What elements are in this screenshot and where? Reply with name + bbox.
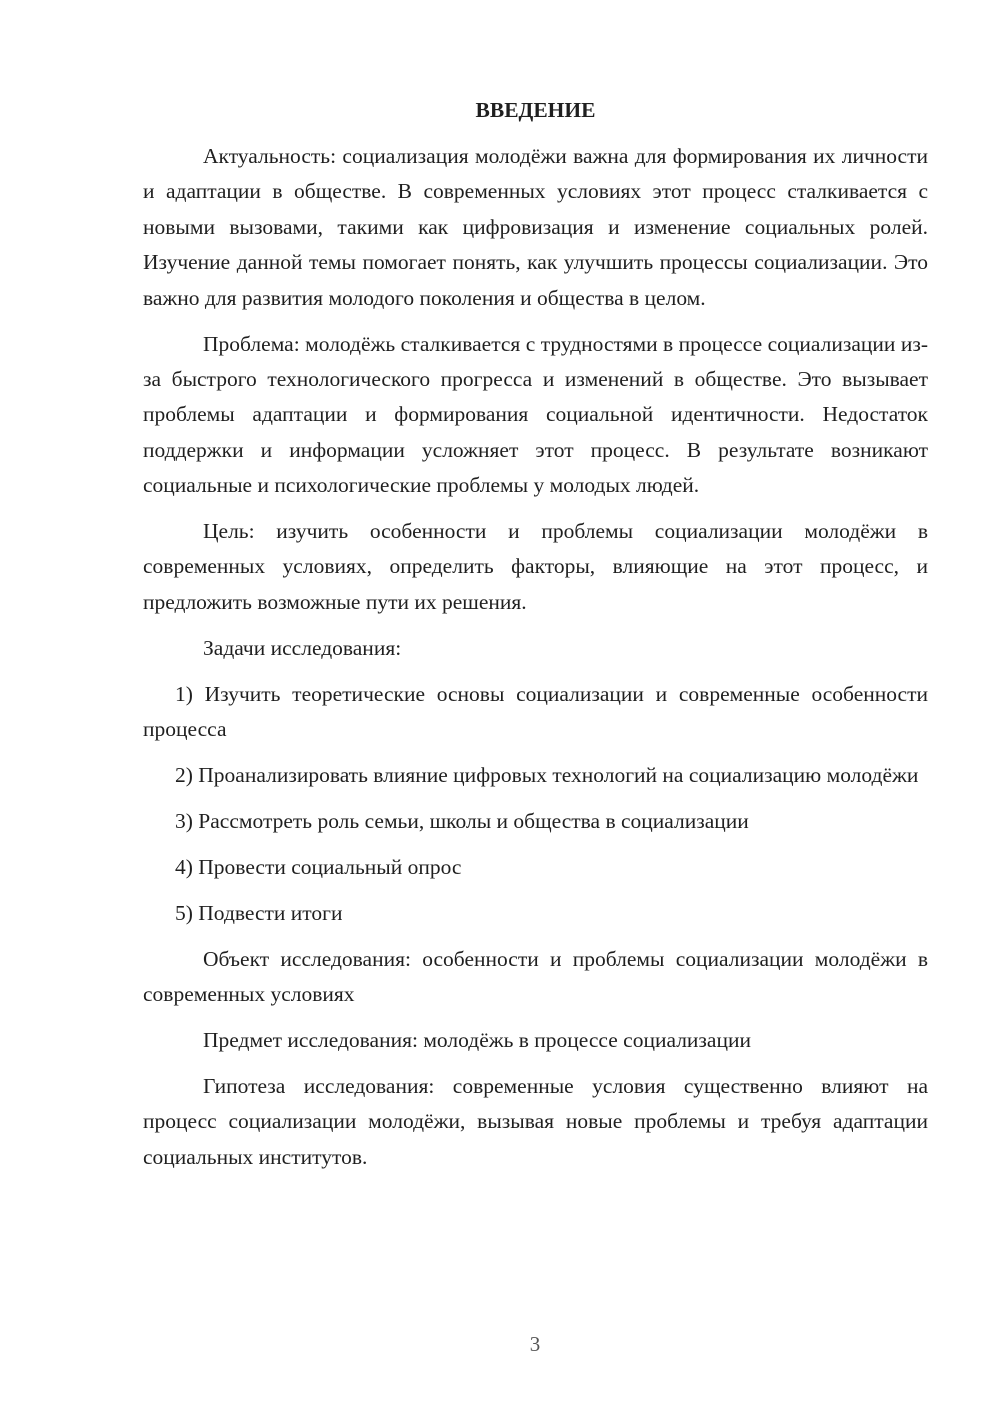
- relevance-paragraph: Актуальность: социализация молодёжи важна для формирования их личности и адаптации в обществе. В современных условиях этот процесс сталкивается с новыми вызовами, такими как цифровизация и изменение социальных ролей. Изучение данной темы помогает понять, как улучшить процессы социализации. Это важно для развития молодого поколения и общества в целом.: [143, 144, 928, 310]
- list-item: 4) Провести социальный опрос: [175, 854, 462, 879]
- object-paragraph: Объект исследования: особенности и проблемы социализации молодёжи в современных условиях: [143, 946, 928, 1007]
- goal-paragraph: Цель: изучить особенности и проблемы социализации молодёжи в современных условиях, определить факторы, влияющие на этот процесс, и предложить возможные пути их решения.: [143, 519, 928, 614]
- hypothesis-paragraph: Гипотеза исследования: современные условия существенно влияют на процесс социализации молодёжи, вызывая новые проблемы и требуя адаптации социальных институтов.: [143, 1073, 928, 1169]
- page-number: 3: [529, 1332, 541, 1356]
- tasks-list: [143, 677, 928, 931]
- page-title: ВВЕДЕНИЕ: [475, 98, 596, 122]
- list-item: 1) Изучить теоретические основы социализации и современные особенности процесса: [143, 681, 928, 742]
- list-item: 5) Подвести итоги: [175, 900, 343, 925]
- subject-paragraph: Предмет исследования: молодёжь в процессе социализации: [203, 1027, 751, 1052]
- list-item: 3) Рассмотреть роль семьи, школы и общества в социализации: [175, 808, 749, 833]
- tasks-heading: Задачи исследования:: [203, 635, 402, 660]
- list-item: 2) Проанализировать влияние цифровых технологий на социализацию молодёжи: [175, 763, 919, 787]
- document-body: [143, 94, 928, 1186]
- problem-paragraph: Проблема: молодёжь сталкивается с трудностями в процессе социализации из-за быстрого технологического прогресса и изменений в обществе. Это вызывает проблемы адаптации и формирования социальной идентичности. Недостаток поддержки и информации усложняет этот процесс. В результате возникают социальные и психологические проблемы у молодых людей.: [143, 331, 928, 498]
